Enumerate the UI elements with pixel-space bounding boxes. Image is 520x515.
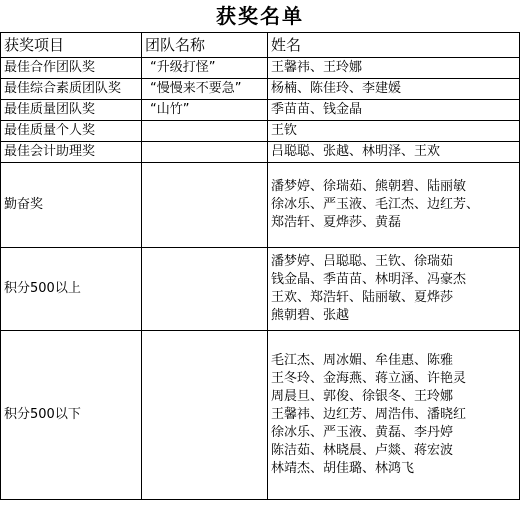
names-cell	[268, 79, 520, 100]
award-cell: 最佳会计助理奖	[1, 142, 142, 163]
names-line: 王欢、郑浩轩、陆丽敏、夏烨莎	[271, 290, 454, 305]
names-line: 郑浩轩、夏烨莎、黄磊	[271, 215, 402, 230]
team-cell	[142, 121, 268, 142]
names-line: 徐冰乐、严玉液、黄磊、李丹婷	[271, 425, 454, 440]
table-row	[1, 331, 520, 500]
award-table	[0, 32, 520, 500]
award-cell: 最佳综合素质团队奖	[1, 79, 142, 100]
header-award: 获奖项目	[1, 33, 142, 58]
team-cell	[142, 142, 268, 163]
table-row	[1, 142, 520, 163]
header-names: 姓名	[268, 33, 520, 58]
table-row	[1, 79, 520, 100]
names-cell	[268, 163, 520, 248]
names-line: 王馨祎、边红芳、周浩伟、潘晓红	[271, 407, 467, 422]
names-line: 吕聪聪、张越、林明泽、王欢	[271, 144, 441, 159]
names-line: 潘梦婷、徐瑞茹、熊朝碧、陆丽敏	[271, 179, 467, 194]
award-cell: 最佳合作团队奖	[1, 58, 142, 79]
names-line: 王钦	[271, 123, 298, 138]
award-cell: 积分500以下	[1, 331, 142, 500]
header-row	[1, 33, 520, 58]
names-line: 周晨旦、郭俊、徐银冬、王玲娜	[271, 389, 454, 404]
names-line: 熊朝碧、张越	[271, 308, 350, 323]
team-cell	[142, 331, 268, 500]
page-title: 获奖名单	[216, 4, 304, 28]
award-cell: 勤奋奖	[1, 163, 142, 248]
names-line: 毛江杰、周冰媚、牟佳惠、陈雅	[271, 353, 454, 368]
names-cell	[268, 100, 520, 121]
team-cell: “山竹”	[142, 100, 268, 121]
table-row	[1, 163, 520, 248]
award-cell: 最佳质量团队奖	[1, 100, 142, 121]
names-line: 陈洁茹、林晓晨、卢燚、蒋宏波	[271, 443, 454, 458]
names-line: 潘梦婷、吕聪聪、王钦、徐瑞茹	[271, 254, 454, 269]
names-cell	[268, 121, 520, 142]
names-line: 林靖杰、胡佳璐、林鸿飞	[271, 461, 415, 476]
names-cell	[268, 142, 520, 163]
team-cell	[142, 163, 268, 248]
names-line: 王馨祎、王玲娜	[271, 60, 363, 75]
names-line: 钱金晶、季苗苗、林明泽、冯豪杰	[271, 272, 467, 287]
names-line: 王冬玲、金海燕、蒋立涵、许艳灵	[271, 371, 467, 386]
table-row	[1, 58, 520, 79]
names-cell	[268, 331, 520, 500]
team-cell	[142, 248, 268, 331]
names-line: 季苗苗、钱金晶	[271, 102, 363, 117]
names-cell	[268, 248, 520, 331]
team-cell: “慢慢来不要急”	[142, 79, 268, 100]
table-row	[1, 248, 520, 331]
names-line: 杨楠、陈佳玲、李建媛	[271, 81, 402, 96]
team-cell: “升级打怪”	[142, 58, 268, 79]
award-cell: 积分500以上	[1, 248, 142, 331]
table-row	[1, 121, 520, 142]
names-cell	[268, 58, 520, 79]
award-cell: 最佳质量个人奖	[1, 121, 142, 142]
header-team: 团队名称	[142, 33, 268, 58]
table-row	[1, 100, 520, 121]
names-line: 徐冰乐、严玉液、毛江杰、边红芳、	[271, 197, 480, 212]
